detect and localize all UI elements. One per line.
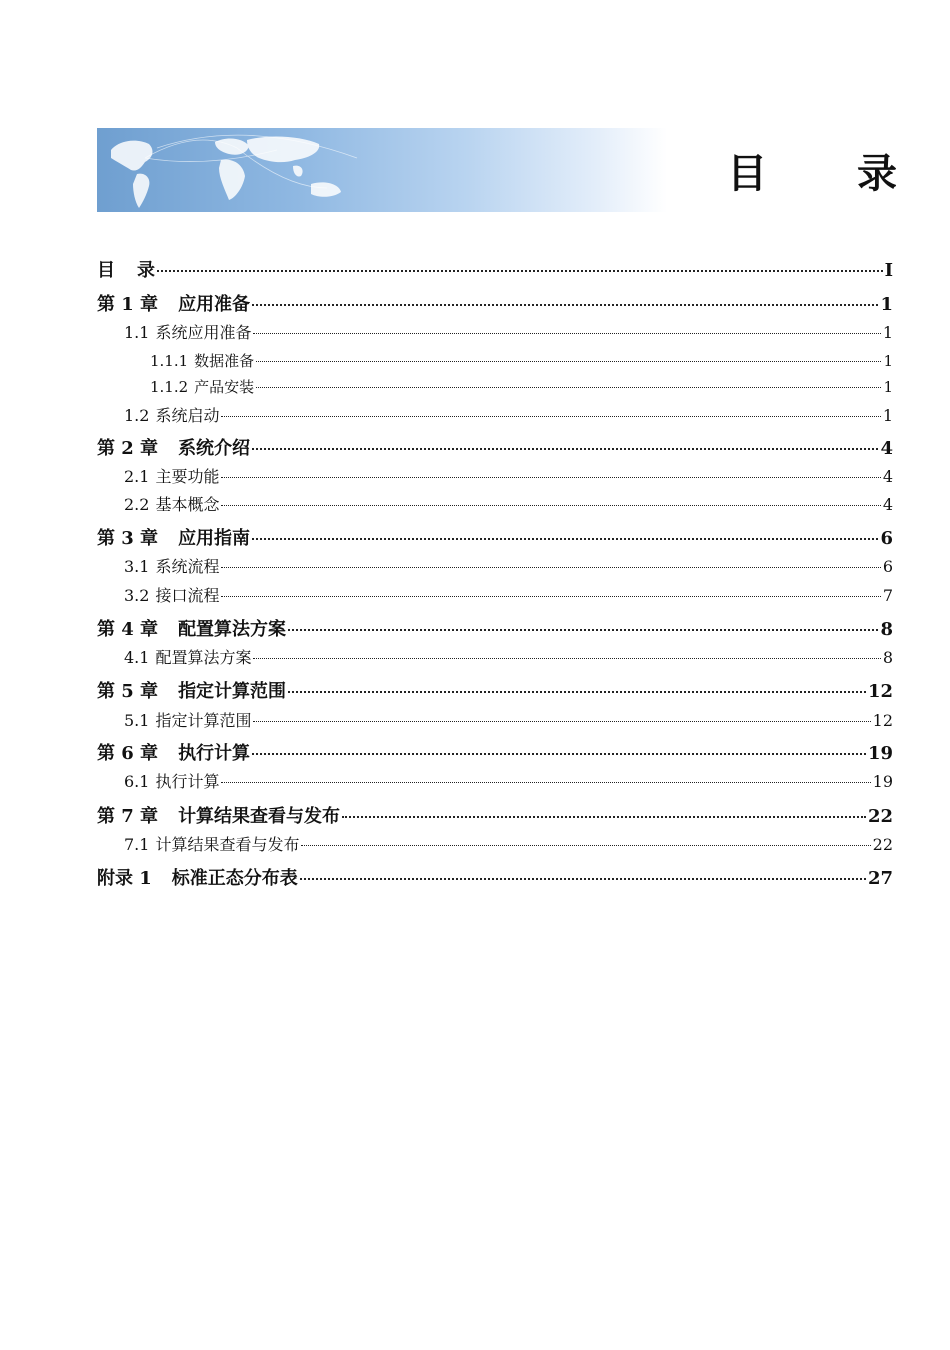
toc-entry-label: 配置算法方案 bbox=[178, 619, 287, 640]
toc-entry[interactable] bbox=[97, 256, 893, 282]
dot-leader bbox=[253, 333, 880, 334]
toc-entry-number: 1.1.1 bbox=[150, 352, 189, 370]
toc-entry-label: 录 bbox=[137, 260, 155, 281]
toc-entry[interactable] bbox=[97, 615, 893, 641]
dot-leader bbox=[256, 361, 881, 362]
toc-entry-number: 第 1 章 bbox=[97, 294, 159, 315]
toc-entry-page: 1 bbox=[882, 323, 893, 342]
toc-entry-title bbox=[124, 554, 219, 577]
toc-entry-page: 12 bbox=[872, 711, 893, 730]
dot-leader bbox=[256, 387, 881, 388]
dot-leader bbox=[252, 448, 878, 450]
toc-entry-label: 执行计算 bbox=[155, 772, 220, 791]
toc-entry-title bbox=[97, 739, 250, 765]
dot-leader bbox=[221, 567, 880, 568]
dot-leader bbox=[253, 658, 880, 659]
toc-entry-page: 4 bbox=[882, 467, 893, 486]
toc-entry-number: 1.2 bbox=[124, 406, 150, 425]
toc-entry-title bbox=[124, 708, 251, 731]
toc-entry-title bbox=[97, 802, 340, 828]
world-map-icon bbox=[97, 128, 427, 212]
toc-entry-page: I bbox=[884, 260, 893, 281]
toc-entry-number: 第 3 章 bbox=[97, 528, 159, 549]
toc-entry-number: 1.1.2 bbox=[150, 378, 189, 396]
dot-leader bbox=[288, 691, 866, 693]
toc-entry[interactable] bbox=[124, 492, 893, 515]
toc-entry-title bbox=[97, 434, 250, 460]
dot-leader bbox=[221, 782, 870, 783]
toc-entry-page: 8 bbox=[882, 648, 893, 667]
toc-entry-number: 4.1 bbox=[124, 648, 150, 667]
toc-entry[interactable] bbox=[124, 832, 893, 855]
toc-entry-page: 19 bbox=[867, 743, 893, 764]
toc-entry-title bbox=[124, 832, 299, 855]
toc-entry-label: 数据准备 bbox=[194, 352, 255, 370]
toc-entry-title bbox=[97, 615, 286, 641]
toc-entry-label: 应用指南 bbox=[178, 528, 251, 549]
toc-entry-number: 5.1 bbox=[124, 711, 150, 730]
dot-leader bbox=[253, 721, 870, 722]
toc-entry[interactable] bbox=[124, 554, 893, 577]
toc-entry[interactable] bbox=[150, 376, 893, 397]
dot-leader bbox=[342, 816, 866, 818]
toc-entry-label: 标准正态分布表 bbox=[171, 868, 298, 889]
toc-entry-page: 1 bbox=[880, 294, 893, 315]
toc-entry-number: 第 4 章 bbox=[97, 619, 159, 640]
toc-entry-number: 第 7 章 bbox=[97, 806, 159, 827]
toc-entry-page: 4 bbox=[880, 438, 893, 459]
toc-entry[interactable] bbox=[97, 524, 893, 550]
toc-entry-number: 1.1 bbox=[124, 323, 150, 342]
dot-leader bbox=[252, 753, 866, 755]
toc-entry-number: 第 6 章 bbox=[97, 743, 159, 764]
toc-entry-number: 2.2 bbox=[124, 495, 150, 514]
toc-entry-page: 4 bbox=[882, 495, 893, 514]
toc-entry-number: 7.1 bbox=[124, 835, 150, 854]
toc-entry-page: 22 bbox=[867, 806, 893, 827]
toc-entry[interactable] bbox=[124, 464, 893, 487]
toc-entry-label: 产品安装 bbox=[194, 378, 255, 396]
toc-entry[interactable] bbox=[97, 290, 893, 316]
dot-leader bbox=[157, 270, 883, 272]
toc-entry-title bbox=[150, 350, 254, 371]
toc-entry-number: 3.2 bbox=[124, 586, 150, 605]
toc-entry-number: 3.1 bbox=[124, 557, 150, 576]
toc-entry[interactable] bbox=[124, 403, 893, 426]
toc-entry-title bbox=[97, 524, 250, 550]
toc-entry-number: 6.1 bbox=[124, 772, 150, 791]
toc-entry-label: 应用准备 bbox=[178, 294, 251, 315]
toc-entry[interactable] bbox=[124, 583, 893, 606]
header-banner bbox=[97, 128, 935, 212]
toc-entry-label: 指定计算范围 bbox=[155, 711, 252, 730]
toc-entry-title bbox=[97, 256, 155, 282]
toc-entry[interactable] bbox=[97, 739, 893, 765]
toc-entry-title bbox=[97, 677, 286, 703]
toc-entry-label: 指定计算范围 bbox=[178, 681, 287, 702]
toc-entry-label: 系统流程 bbox=[155, 557, 220, 576]
toc-entry-title bbox=[124, 645, 251, 668]
toc-entry-number: 2.1 bbox=[124, 467, 150, 486]
toc-entry[interactable] bbox=[124, 320, 893, 343]
page-title: 目 录 bbox=[727, 151, 935, 197]
toc-entry-title bbox=[97, 290, 250, 316]
dot-leader bbox=[221, 477, 880, 478]
toc-entry-title bbox=[124, 403, 219, 426]
dot-leader bbox=[221, 596, 880, 597]
toc-entry-title bbox=[97, 864, 298, 890]
toc-entry-label: 计算结果查看与发布 bbox=[178, 806, 341, 827]
toc-entry-page: 19 bbox=[872, 772, 893, 791]
toc-entry-label: 系统应用准备 bbox=[155, 323, 252, 342]
toc-entry[interactable] bbox=[124, 769, 893, 792]
toc-entry[interactable] bbox=[97, 864, 893, 890]
toc-entry-title bbox=[124, 464, 219, 487]
toc-entry-page: 8 bbox=[880, 619, 893, 640]
toc-entry[interactable] bbox=[97, 677, 893, 703]
toc-entry-page: 7 bbox=[882, 586, 893, 605]
toc-entry-label: 计算结果查看与发布 bbox=[155, 835, 300, 854]
toc-entry-page: 27 bbox=[867, 868, 893, 889]
toc-entry-page: 6 bbox=[882, 557, 893, 576]
toc-entry-label: 基本概念 bbox=[155, 495, 220, 514]
toc-entry[interactable] bbox=[97, 434, 893, 460]
dot-leader bbox=[252, 538, 878, 540]
toc-entry-label: 系统启动 bbox=[155, 406, 220, 425]
toc-entry[interactable] bbox=[97, 802, 893, 828]
toc-entry[interactable] bbox=[124, 645, 893, 668]
toc-entry[interactable] bbox=[150, 350, 893, 371]
toc-entry-title bbox=[150, 376, 254, 397]
toc-entry-label: 执行计算 bbox=[178, 743, 251, 764]
dot-leader bbox=[288, 629, 878, 631]
toc-entry-label: 系统介绍 bbox=[178, 438, 251, 459]
toc-entry-title bbox=[124, 583, 219, 606]
toc-entry-label: 接口流程 bbox=[155, 586, 220, 605]
dot-leader bbox=[300, 878, 866, 880]
toc-entry-number: 第 2 章 bbox=[97, 438, 159, 459]
toc-entry-page: 12 bbox=[867, 681, 893, 702]
toc-entry-title bbox=[124, 492, 219, 515]
dot-leader bbox=[221, 416, 880, 417]
toc-entry[interactable] bbox=[124, 708, 893, 731]
dot-leader bbox=[221, 505, 880, 506]
toc-entry-page: 1 bbox=[882, 406, 893, 425]
toc-entry-page: 1 bbox=[883, 378, 893, 396]
dot-leader bbox=[252, 304, 878, 306]
toc-entry-title bbox=[124, 769, 219, 792]
toc-entry-title bbox=[124, 320, 251, 343]
toc-entry-number: 附录 1 bbox=[97, 868, 152, 889]
toc-entry-page: 22 bbox=[872, 835, 893, 854]
toc-entry-number: 第 5 章 bbox=[97, 681, 159, 702]
toc-entry-page: 1 bbox=[883, 352, 893, 370]
toc-entry-label: 配置算法方案 bbox=[155, 648, 252, 667]
dot-leader bbox=[301, 845, 870, 846]
toc-entry-number: 目 bbox=[97, 260, 115, 281]
toc-entry-label: 主要功能 bbox=[155, 467, 220, 486]
toc-entry-page: 6 bbox=[880, 528, 893, 549]
